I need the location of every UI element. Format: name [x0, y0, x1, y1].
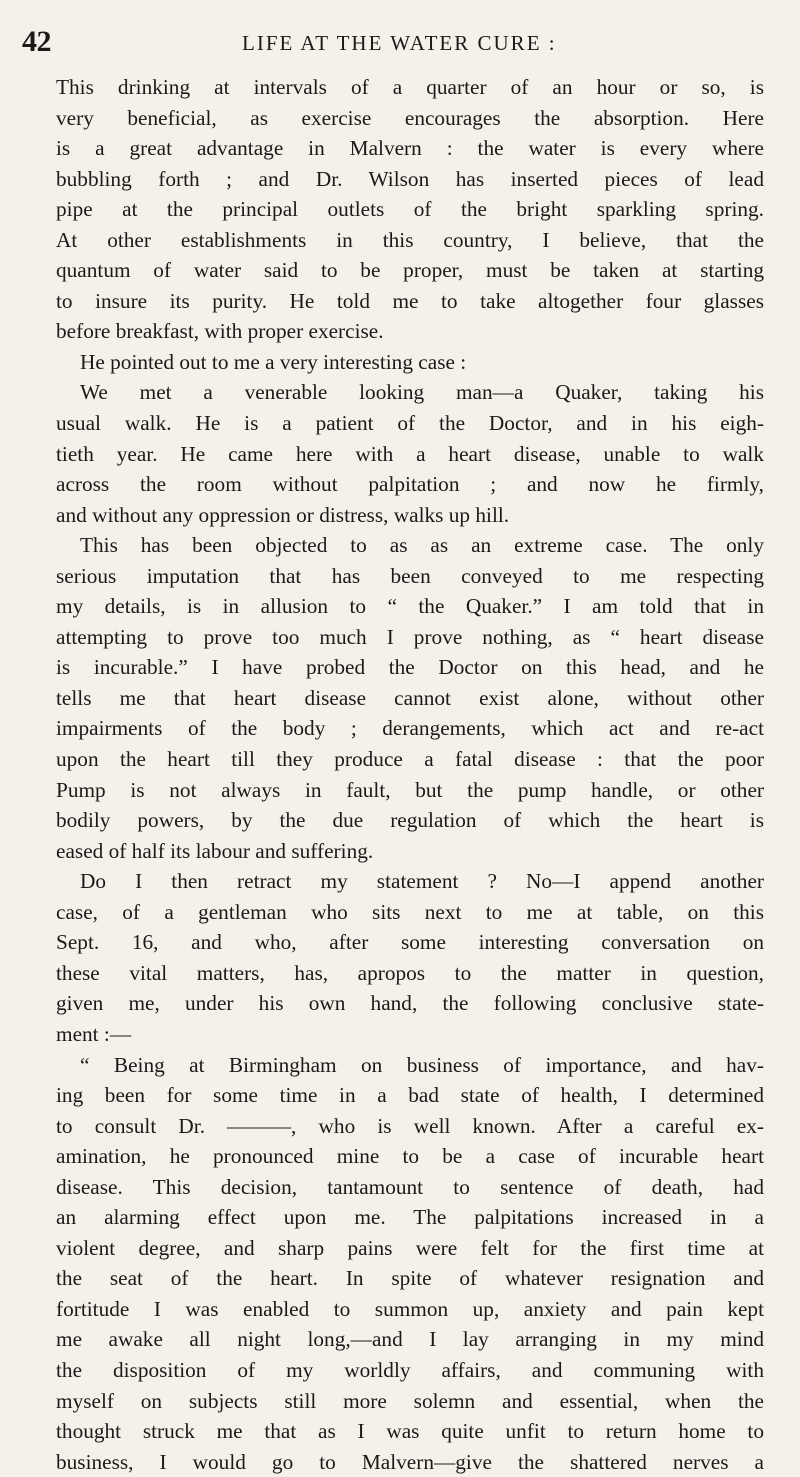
text-line: impairments of the body ; derangements, which act and re-act [56, 716, 764, 741]
running-title: LIFE AT THE WATER CURE : [242, 31, 557, 55]
text-line: case, of a gentleman who sits next to me at table, on this [56, 899, 764, 924]
text-line: myself on subjects still more solemn and essential, when the [56, 1388, 764, 1413]
text-line: violent degree, and sharp pains were felt for the first time at [56, 1235, 764, 1260]
text-line: is a great advantage in Malvern : the water is every where [56, 136, 764, 161]
text-line: the seat of the heart. In spite of whatever resignation and [56, 1266, 764, 1291]
text-line: upon the heart till they produce a fatal disease : that the poor [56, 747, 764, 772]
text-line: amination, he pronounced mine to be a case of incurable heart [56, 1144, 764, 1169]
text-line: eased of half its labour and suffering. [56, 838, 374, 863]
text-line: bodily powers, by the due regulation of which the heart is [56, 808, 764, 833]
text-line: and without any oppression or distress, walks up hill. [56, 502, 510, 527]
text-line: to insure its purity. He told me to take altogether four glasses [56, 288, 764, 313]
text-line: an alarming effect upon me. The palpitations increased in a [56, 1205, 764, 1230]
text-line: At other establishments in this country, I believe, that the [56, 227, 764, 252]
text-line: fortitude I was enabled to summon up, anxiety and pain kept [56, 1296, 764, 1321]
text-line: He pointed out to me a very interesting case : [80, 349, 467, 374]
body-text [56, 72, 764, 1477]
text-line: We met a venerable looking man—a Quaker, taking his [80, 380, 764, 405]
text-line: serious imputation that has been conveyed to me respecting [56, 563, 764, 588]
text-line: tells me that heart disease cannot exist alone, without other [56, 685, 764, 710]
text-line: Pump is not always in fault, but the pump handle, or other [56, 777, 764, 802]
text-line: the disposition of my worldly affairs, and communing with [56, 1357, 764, 1382]
running-head [22, 25, 762, 61]
text-line: thought struck me that as I was quite unfit to return home to [56, 1419, 764, 1444]
text-line: This has been objected to as as an extreme case. The only [80, 533, 764, 558]
text-line: is incurable.” I have probed the Doctor on this head, and he [56, 655, 764, 680]
text-line: bubbling forth ; and Dr. Wilson has inserted pieces of lead [56, 166, 764, 191]
text-line: Sept. 16, and who, after some interesting conversation on [56, 930, 764, 955]
text-line: across the room without palpitation ; and now he firmly, [56, 472, 764, 497]
text-line: me awake all night long,—and I lay arranging in my mind [56, 1327, 764, 1352]
text-line: attempting to prove too much I prove nothing, as “ heart disease [56, 624, 764, 649]
text-line: these vital matters, has, apropos to the matter in question, [56, 960, 764, 985]
text-line: ing been for some time in a bad state of health, I determined [56, 1083, 764, 1108]
text-line: “ Being at Birmingham on business of importance, and hav- [80, 1052, 764, 1077]
text-line: quantum of water said to be proper, must be taken at starting [56, 258, 764, 283]
text-line: pipe at the principal outlets of the bright sparkling spring. [56, 197, 764, 222]
text-line: ment :— [56, 1021, 132, 1046]
text-line: Do I then retract my statement ? No—I append another [80, 869, 764, 894]
page-number: 42 [22, 25, 51, 58]
text-line: business, I would go to Malvern—give the shattered nerves a [56, 1449, 764, 1474]
text-line: This drinking at intervals of a quarter of an hour or so, is [56, 75, 764, 99]
text-line: tieth year. He came here with a heart disease, unable to walk [56, 441, 764, 466]
text-line: disease. This decision, tantamount to sentence of death, had [56, 1174, 764, 1199]
text-line: to consult Dr. ———, who is well known. After a careful ex- [56, 1113, 764, 1138]
text-line: my details, is in allusion to “ the Quaker.” I am told that in [56, 594, 764, 619]
text-line: very beneficial, as exercise encourages the absorption. Here [56, 105, 764, 130]
text-line: before breakfast, with proper exercise. [56, 319, 384, 344]
text-line: given me, under his own hand, the following conclusive state- [56, 991, 764, 1016]
text-line: usual walk. He is a patient of the Doctor, and in his eigh- [56, 411, 764, 436]
